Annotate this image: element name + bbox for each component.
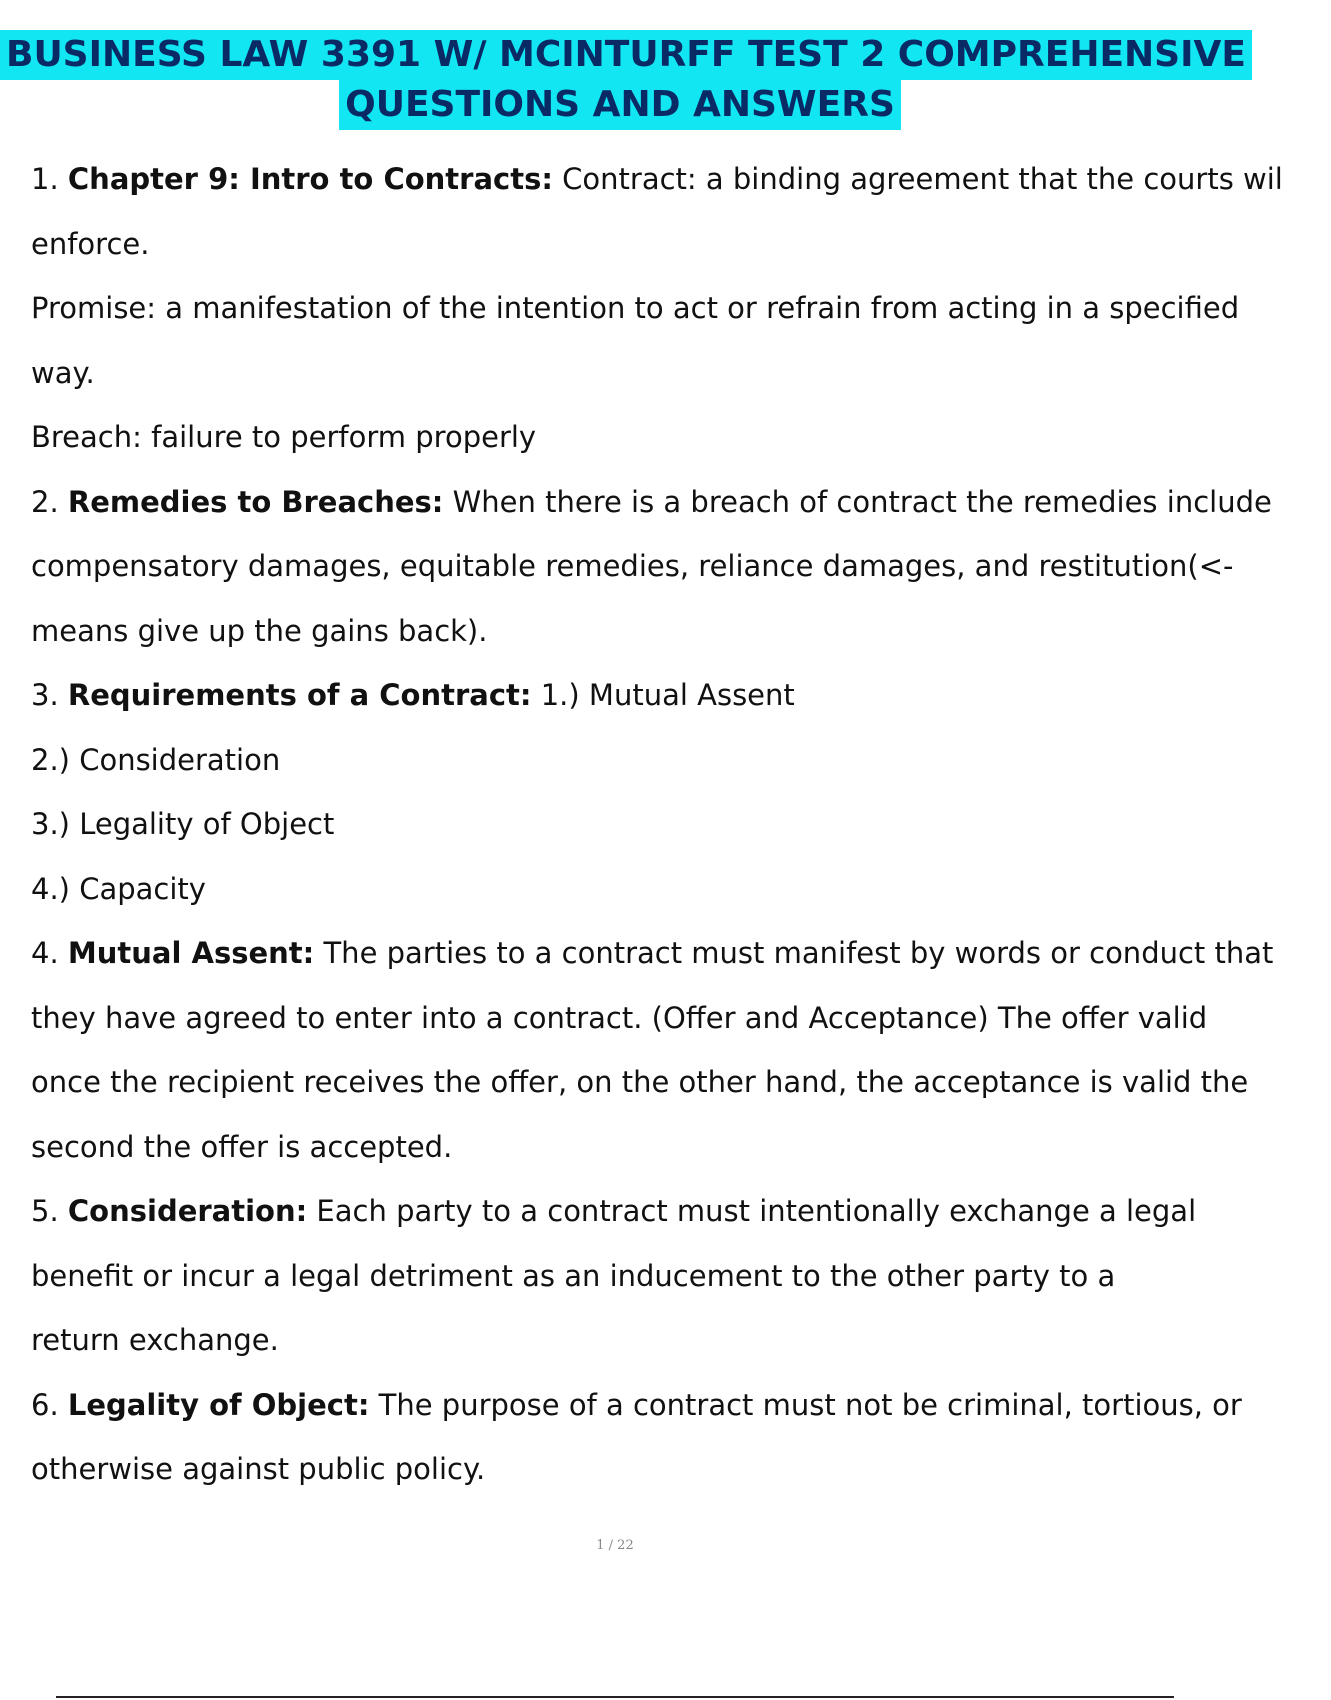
item-number: 4.: [31, 936, 59, 970]
item-continuation: 2.) Consideration: [31, 742, 281, 777]
title-line-1: BUSINESS LAW 3391 W/ MCINTURFF TEST 2 COMPREHENSIVE: [0, 30, 1252, 80]
item-continuation: Promise: a manifestation of the intention to act or refrain from acting in a specified: [31, 291, 1240, 325]
item-number: 2.: [31, 484, 59, 519]
footer-divider: [56, 1696, 1174, 1698]
item-text: The parties to a contract must manifest by words or conduct that: [314, 936, 1274, 970]
item-term: Chapter 9: Intro to Contracts:: [67, 162, 553, 196]
item-text: When there is a breach of contract the remedies include: [443, 484, 1272, 519]
item-term: Mutual Assent:: [67, 936, 315, 970]
document-title: [0, 30, 1246, 130]
item-number: 3.: [31, 678, 59, 712]
item-continuation: second the offer is accepted.: [31, 1129, 453, 1164]
list-item: [31, 1179, 1331, 1244]
item-continuation: compensatory damages, equitable remedies, reliance damages, and restitution(<-: [31, 549, 1234, 583]
list-item: [31, 470, 1331, 535]
item-continuation: they have agreed to enter into a contract. (Offer and Acceptance) The offer valid: [31, 1000, 1208, 1035]
item-text: 1.) Mutual Assent: [531, 678, 795, 712]
list-item: [31, 921, 1331, 986]
item-text: Each party to a contract must intentionally exchange a legal: [307, 1194, 1197, 1228]
item-continuation: Breach: failure to perform properly: [31, 420, 537, 454]
qa-list: [31, 147, 1331, 1502]
item-term: Requirements of a Contract:: [67, 678, 532, 712]
item-term: Legality of Object:: [67, 1387, 370, 1422]
item-continuation: means give up the gains back).: [31, 613, 488, 648]
list-item: [31, 663, 1331, 728]
item-text: Contract: a binding agreement that the courts wil: [552, 162, 1283, 196]
item-continuation: return exchange.: [31, 1323, 279, 1357]
item-continuation: 3.) Legality of Object: [31, 807, 335, 841]
item-number: 6.: [31, 1387, 59, 1422]
item-term: Remedies to Breaches:: [67, 484, 444, 519]
title-line-2: QUESTIONS AND ANSWERS: [339, 80, 901, 130]
item-continuation: way.: [31, 355, 95, 390]
item-continuation: 4.) Capacity: [31, 871, 206, 906]
item-continuation: once the recipient receives the offer, on the other hand, the acceptance is valid the: [31, 1065, 1249, 1099]
item-number: 1.: [31, 162, 59, 196]
item-number: 5.: [31, 1194, 59, 1228]
list-item: [31, 147, 1331, 212]
list-item: [31, 1373, 1331, 1438]
item-continuation: otherwise against public policy.: [31, 1452, 486, 1486]
item-continuation: benefit or incur a legal detriment as an inducement to the other party to a: [31, 1258, 1116, 1293]
item-term: Consideration:: [67, 1194, 308, 1228]
item-text: The purpose of a contract must not be criminal, tortious, or: [369, 1387, 1242, 1422]
page-number: 1 / 22: [596, 1538, 634, 1553]
item-continuation: enforce.: [31, 226, 150, 261]
